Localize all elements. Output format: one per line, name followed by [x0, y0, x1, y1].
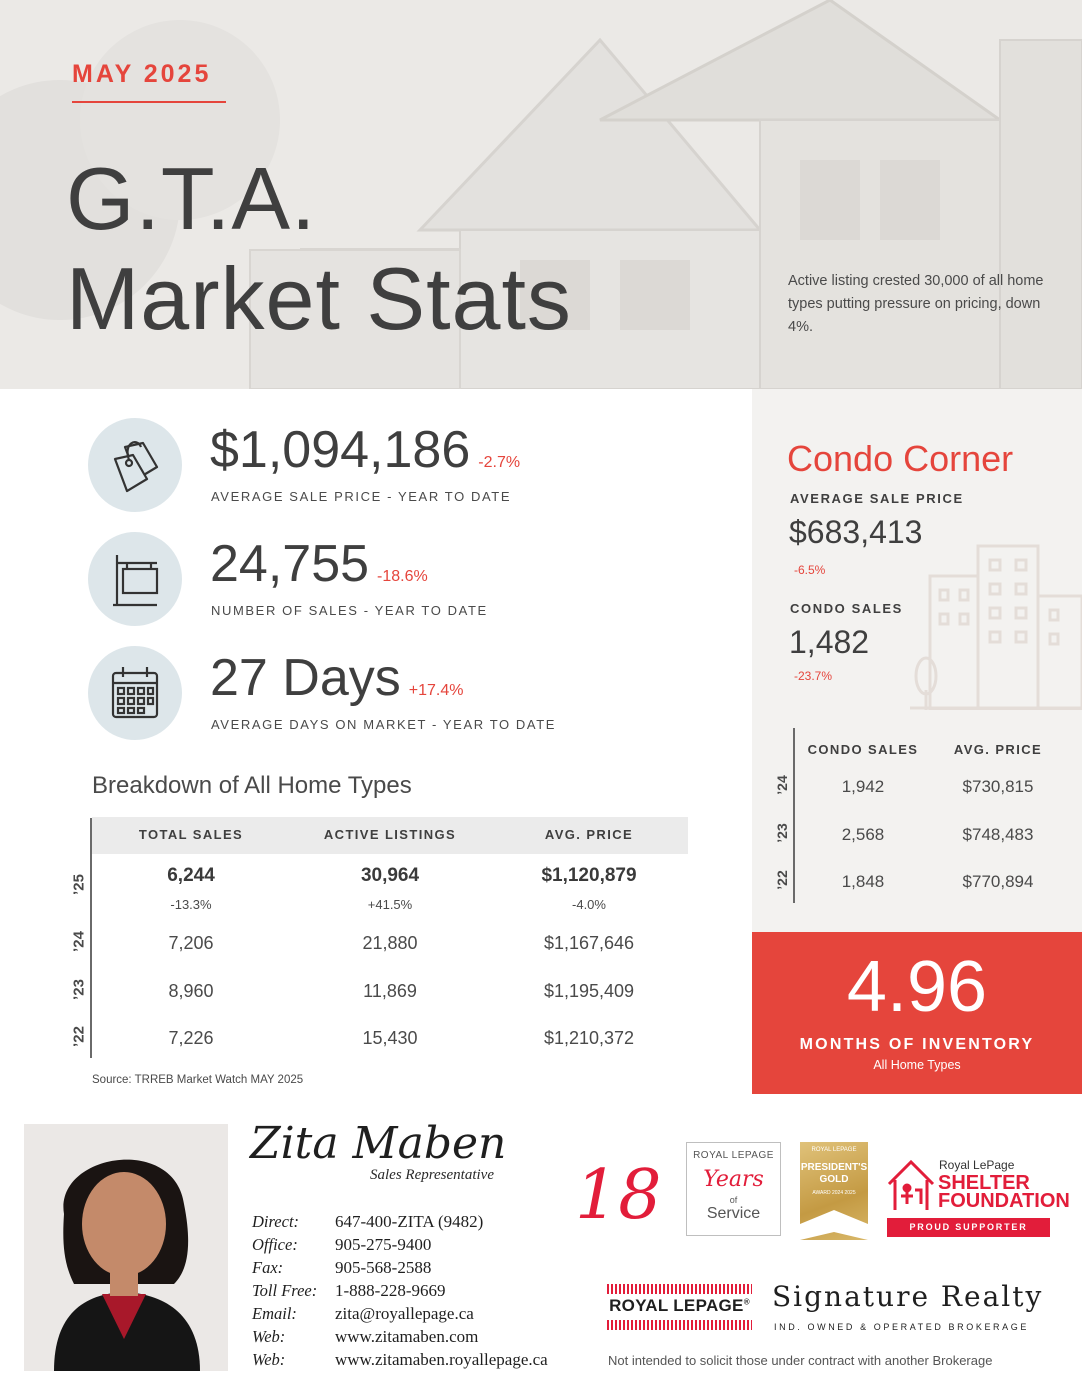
contact-label: Web: [252, 1350, 286, 1369]
page-title-line1: G.T.A. [66, 149, 317, 248]
shelter-house-icon [885, 1156, 937, 1212]
royal-lepage-logo: ROYAL LEPAGE® [607, 1284, 752, 1332]
days-on-market-change: +17.4% [408, 682, 464, 699]
table-cell-change: -13.3% [170, 897, 212, 912]
table-cell-change: -4.0% [572, 897, 606, 912]
table-cell: 11,869 [363, 981, 417, 1001]
row-year-label: ’22 [774, 870, 790, 890]
table-cell: $1,167,646 [543, 933, 635, 953]
month-underline [72, 101, 226, 103]
brokerage-name: Signature Realty [772, 1280, 1044, 1313]
table-cell: $748,483 [962, 825, 1034, 844]
avg-sale-price-stat: $1,094,186 -2.7% [210, 421, 521, 479]
table-cell: 2,568 [841, 825, 885, 844]
days-on-market-label: AVERAGE DAYS ON MARKET - YEAR TO DATE [211, 717, 557, 732]
condo-sales: 1,482 [789, 624, 870, 660]
table-cell: 6,244 [167, 865, 215, 886]
presidents-gold-badge: ROYAL LEPAGE PRESIDENT'S GOLD AWARD 2024 2025 [800, 1142, 868, 1240]
condo-avg-price-change: -6.5% [794, 563, 826, 577]
phone-office[interactable]: 905-275-9400 [335, 1235, 432, 1254]
col-condo-sales: CONDO SALES [807, 742, 919, 757]
number-of-sales-change: -18.6% [377, 568, 428, 585]
hero-banner [0, 0, 1082, 389]
agent-name-signature: Zita Maben [250, 1118, 507, 1169]
table-cell: $1,195,409 [543, 981, 635, 1001]
months-of-inventory-sub: All Home Types [873, 1058, 961, 1072]
table-cell: 7,206 [168, 933, 214, 953]
contact-label: Email: [252, 1304, 297, 1323]
brokerage-subtitle: IND. OWNED & OPERATED BROKERAGE [774, 1322, 1029, 1332]
number-of-sales-label: NUMBER OF SALES - YEAR TO DATE [211, 603, 488, 618]
table-cell: $1,210,372 [543, 1028, 635, 1048]
col-active-listings: ACTIVE LISTINGS [323, 827, 457, 842]
avg-sale-price-label: AVERAGE SALE PRICE - YEAR TO DATE [211, 489, 512, 504]
price-tag-icon [88, 418, 182, 512]
row-year-label: ’23 [70, 979, 88, 1000]
months-of-inventory-label: MONTHS OF INVENTORY [799, 1036, 1035, 1053]
phone-direct[interactable]: 647-400-ZITA (9482) [335, 1212, 484, 1231]
table-cell: 30,964 [360, 865, 420, 886]
source-note: Source: TRREB Market Watch MAY 2025 [92, 1074, 304, 1086]
table-cell: 1,942 [841, 777, 885, 796]
table-cell: 15,430 [362, 1028, 418, 1048]
row-year-label: ’23 [774, 823, 790, 843]
col-avg-price: AVG. PRICE [544, 827, 634, 842]
col-condo-avg-price: AVG. PRICE [953, 742, 1043, 757]
phone-toll-free[interactable]: 1-888-228-9669 [335, 1281, 446, 1300]
report-month: MAY 2025 [72, 60, 212, 88]
number-of-sales-stat: 24,755 -18.6% [210, 535, 428, 593]
condo-corner-title: Condo Corner [787, 438, 1014, 479]
website-link[interactable]: www.zitamaben.com [335, 1327, 479, 1346]
row-year-label: ’22 [70, 1026, 88, 1047]
table-cell: 8,960 [168, 981, 214, 1001]
contact-label: Office: [252, 1235, 298, 1254]
page-title-line2: Market Stats [66, 249, 572, 348]
hero-note: Active listing crested 30,000 of all home types putting pressure on pricing, down 4%. [788, 273, 1044, 335]
for-sale-sign-icon [88, 532, 182, 626]
table-cell: 21,880 [362, 933, 418, 953]
contact-label: Fax: [252, 1258, 284, 1277]
breakdown-title: Breakdown of All Home Types [92, 772, 412, 799]
contact-label: Web: [252, 1327, 286, 1346]
disclaimer: Not intended to solicit those under contract with another Brokerage [608, 1353, 993, 1368]
contact-label: Toll Free: [252, 1281, 318, 1300]
col-total-sales: TOTAL SALES [138, 827, 244, 842]
shelter-foundation-logo: Royal LePage SHELTER FOUNDATION PROUD SUPPORTER [885, 1156, 1050, 1238]
months-of-inventory-box [752, 932, 1082, 1094]
email-link[interactable]: zita@royallepage.ca [335, 1304, 474, 1323]
months-of-inventory-value: 4.96 [846, 947, 988, 1027]
row-year-label: ’24 [70, 931, 88, 952]
website-link-alt[interactable]: www.zitamaben.royallepage.ca [335, 1350, 548, 1369]
table-cell: $1,120,879 [541, 865, 637, 886]
contact-label: Direct: [252, 1212, 300, 1231]
agent-photo [24, 1124, 228, 1371]
avg-sale-price-change: -2.7% [478, 454, 521, 471]
table-cell: 7,226 [168, 1028, 214, 1048]
table-cell-change: +41.5% [367, 897, 413, 912]
condo-buildings-icon [910, 540, 1082, 710]
agent-role: Sales Representative [370, 1167, 494, 1183]
days-on-market-stat: 27 Days +17.4% [210, 649, 464, 707]
row-year-label: ’25 [70, 874, 88, 895]
years-of-service-badge: ROYAL LEPAGE Years of Service [686, 1142, 781, 1236]
calendar-icon [88, 646, 182, 740]
table-cell: $770,894 [962, 872, 1034, 891]
years-number: 18 [575, 1156, 662, 1235]
condo-table-divider [793, 728, 795, 903]
table-cell: $730,815 [962, 777, 1034, 796]
fax-number: 905-568-2588 [335, 1258, 432, 1277]
table-cell: 1,848 [841, 872, 885, 891]
row-year-label: ’24 [774, 775, 790, 795]
condo-sales-change: -23.7% [794, 669, 833, 683]
condo-avg-price-label: AVERAGE SALE PRICE [790, 491, 964, 506]
condo-sales-label: CONDO SALES [790, 601, 903, 616]
condo-avg-price: $683,413 [789, 514, 923, 550]
